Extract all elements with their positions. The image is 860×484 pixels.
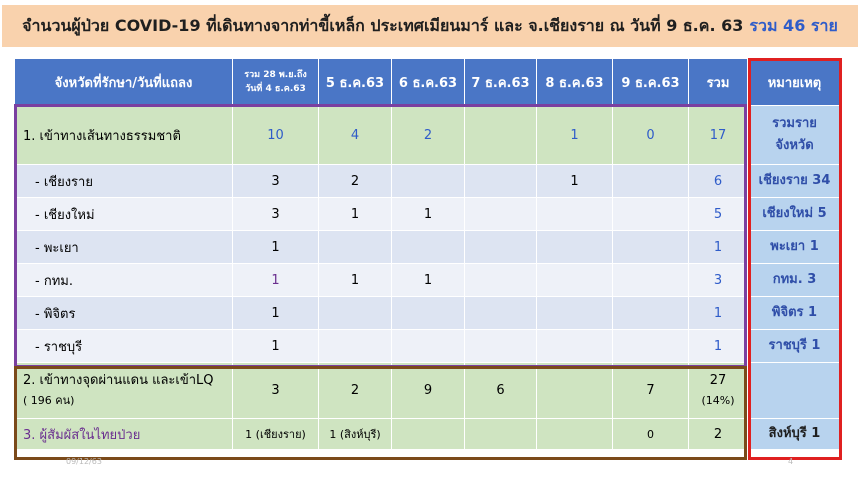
total-line2: (14%) (701, 393, 735, 407)
cell: 1 (392, 198, 465, 231)
total-cell: 1 (689, 330, 748, 363)
row-label-line1: 2. เข้าทางจุดผ่านแดน และเข้าLQ (23, 372, 214, 388)
table-row (15, 231, 842, 264)
cell (537, 330, 613, 363)
cell (537, 198, 613, 231)
total-cell: 17 (689, 106, 748, 165)
cell: 1 (392, 264, 465, 297)
cell: 1 (เชียงราย) (233, 419, 319, 450)
cell (613, 297, 689, 330)
cell (613, 165, 689, 198)
header-note: หมายเหตุ (748, 59, 842, 106)
header-total-until-dec4-line1: รวม 28 พ.ย.ถึง (244, 70, 307, 80)
cell: 1 (สิงห์บุรี) (319, 419, 392, 450)
table-row (15, 106, 842, 165)
row-label: 3. ผู้สัมผัสในไทยป่วย (15, 419, 233, 450)
cell (392, 330, 465, 363)
cell (465, 198, 537, 231)
cell (537, 419, 613, 450)
cell (392, 231, 465, 264)
cell (537, 231, 613, 264)
cell: 1 (233, 297, 319, 330)
note-line: จังหวัด (775, 138, 814, 153)
header-province: จังหวัดที่รักษา/วันที่แถลง (15, 59, 233, 106)
cell (319, 231, 392, 264)
footer-page-number: 4 (788, 457, 794, 466)
row-label-line2: ( 196 คน) (23, 393, 75, 407)
table-row (15, 264, 842, 297)
header-total-until-dec4 (233, 59, 319, 106)
total-line1: 27 (709, 372, 727, 388)
table-row (15, 419, 842, 450)
cell: 7 (613, 363, 689, 419)
cell: 9 (392, 363, 465, 419)
table-row (15, 165, 842, 198)
cell (613, 330, 689, 363)
total-cell: 6 (689, 165, 748, 198)
cell: 1 (537, 106, 613, 165)
cell (537, 363, 613, 419)
cell: 0 (613, 419, 689, 450)
note-cell: เชียงราย 34 (748, 165, 842, 198)
note-cell: เชียงใหม่ 5 (748, 198, 842, 231)
row-label: - พิจิตร (15, 297, 233, 330)
header-total-until-dec4-line2: วันที่ 4 ธ.ค.63 (245, 84, 306, 94)
cell: 3 (233, 198, 319, 231)
cell: 1 (537, 165, 613, 198)
table-row (15, 330, 842, 363)
cell: 3 (233, 165, 319, 198)
header-dec7: 7 ธ.ค.63 (465, 59, 537, 106)
note-cell (748, 363, 842, 419)
note-cell: กทม. 3 (748, 264, 842, 297)
header-total: รวม (689, 59, 748, 106)
row-label: - ราชบุรี (15, 330, 233, 363)
row-label: - กทม. (15, 264, 233, 297)
cell (392, 297, 465, 330)
cell: 1 (233, 264, 319, 297)
cell: 10 (233, 106, 319, 165)
total-cell: 5 (689, 198, 748, 231)
table-row (15, 198, 842, 231)
note-cell: ราชบุรี 1 (748, 330, 842, 363)
total-cell: 1 (689, 231, 748, 264)
total-cell: 1 (689, 297, 748, 330)
total-cell: 3 (689, 264, 748, 297)
cell (613, 231, 689, 264)
covid-table (14, 58, 842, 450)
cell: 1 (319, 264, 392, 297)
cell: 1 (233, 231, 319, 264)
page-title (2, 5, 858, 47)
cell (465, 231, 537, 264)
note-cell: พิจิตร 1 (748, 297, 842, 330)
table-header-row (15, 59, 842, 106)
header-dec6: 6 ธ.ค.63 (392, 59, 465, 106)
total-cell: 2 (689, 419, 748, 450)
cell: 3 (233, 363, 319, 419)
cell: 1 (233, 330, 319, 363)
cell (465, 165, 537, 198)
row-label: - พะเยา (15, 231, 233, 264)
page-title-highlight: รวม 46 ราย (749, 15, 838, 35)
cell: 2 (319, 165, 392, 198)
note-cell (748, 106, 842, 165)
cell (392, 165, 465, 198)
footer-date: 09/12/63 (66, 457, 102, 466)
cell (537, 264, 613, 297)
cell: 1 (319, 198, 392, 231)
cell (613, 198, 689, 231)
cell (319, 297, 392, 330)
cell (465, 419, 537, 450)
cell: 0 (613, 106, 689, 165)
row-label (15, 363, 233, 419)
page-title-main: จำนวนผู้ป่วย COVID-19 ที่เดินทางจากท่าขี้เหล็ก ประเทศเมียนมาร์ และ จ.เชียงราย ณ วันที่ 9 ธ.ค. 63 (22, 15, 744, 35)
row-label: - เชียงใหม่ (15, 198, 233, 231)
cell: 2 (392, 106, 465, 165)
header-dec8: 8 ธ.ค.63 (537, 59, 613, 106)
header-dec5: 5 ธ.ค.63 (319, 59, 392, 106)
row-label: - เชียงราย (15, 165, 233, 198)
table-row (15, 297, 842, 330)
header-dec9: 9 ธ.ค.63 (613, 59, 689, 106)
cell: 4 (319, 106, 392, 165)
total-cell (689, 363, 748, 419)
note-cell: พะเยา 1 (748, 231, 842, 264)
cell (537, 297, 613, 330)
cell (465, 106, 537, 165)
cell (613, 264, 689, 297)
cell: 2 (319, 363, 392, 419)
cell (392, 419, 465, 450)
note-cell: สิงห์บุรี 1 (748, 419, 842, 450)
row-label: 1. เข้าทางเส้นทางธรรมชาติ (15, 106, 233, 165)
cell (465, 264, 537, 297)
cell (319, 330, 392, 363)
cell (465, 330, 537, 363)
note-line: รวมราย (772, 116, 817, 131)
cell (465, 297, 537, 330)
cell: 6 (465, 363, 537, 419)
table-row (15, 363, 842, 419)
